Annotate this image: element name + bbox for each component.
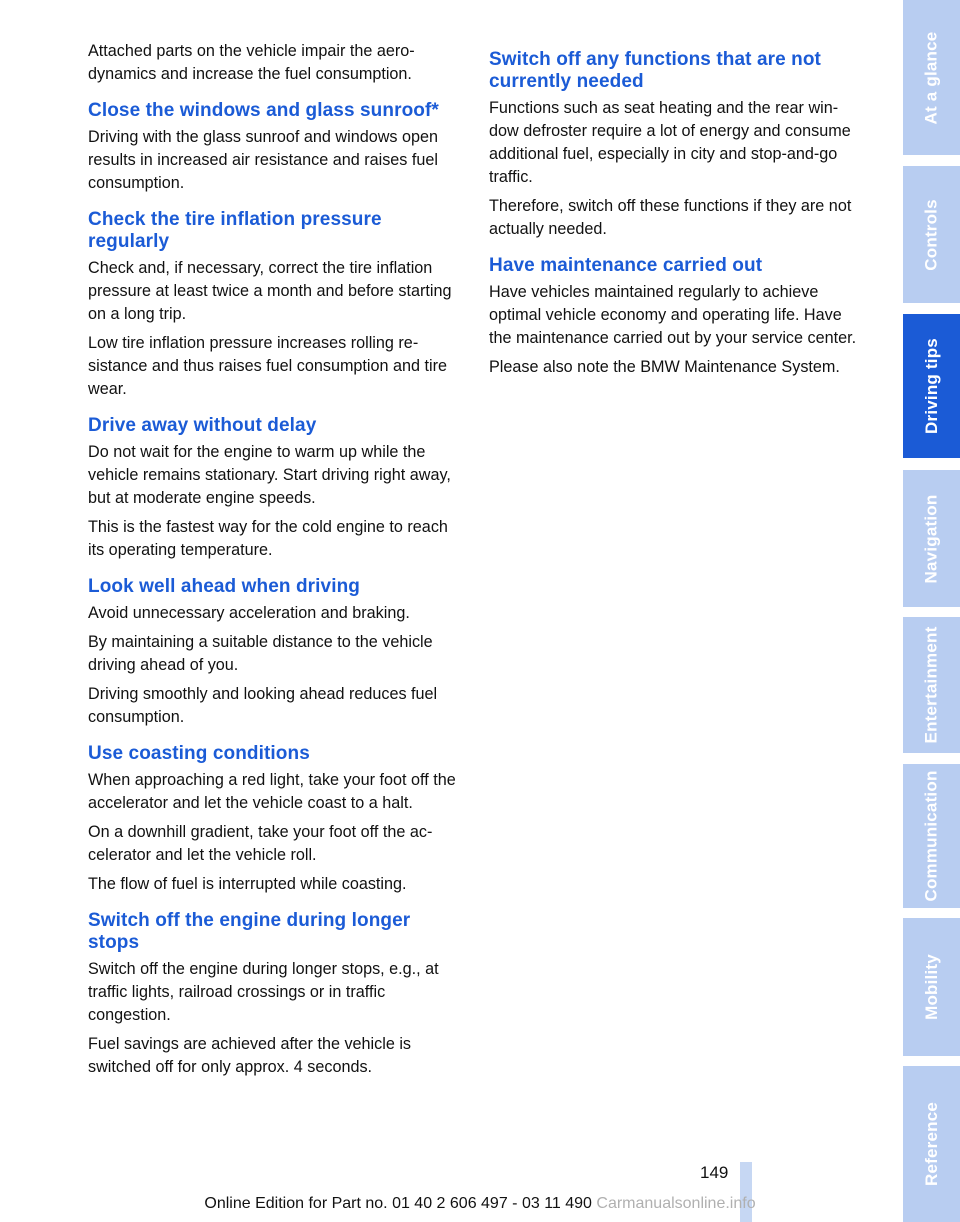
paragraph: Switch off the engine during longer stops, e.g., at traffic lights, railroad crossings or in traffic congestion. [88,960,439,1024]
footer-watermark: Carmanualsonline.info [596,1195,756,1212]
tab-label: Mobility [921,954,941,1020]
paragraph: Please also note the BMW Maintenance System. [489,358,840,376]
tab-label: Controls [921,198,941,271]
section-heading-maintenance: Have maintenance carried out [489,255,763,276]
paragraph: Have vehicles maintained regularly to achieve optimal vehicle economy and operating life. Have the maintenance carried out by your service center. [489,283,857,347]
left-column [88,40,464,1085]
footer [0,1195,960,1213]
tab-label: At a glance [921,31,941,124]
right-column [489,40,861,385]
section-heading-functions: Switch off any functions that are not currently needed [489,49,821,92]
paragraph: When approaching a red light, take your foot off the accelerator and let the vehicle coast to a halt. [88,771,456,812]
page-number-strip [740,1162,752,1222]
tab-label: Driving tips [921,338,941,434]
tab-navigation[interactable] [903,470,960,607]
page-number: 149 [700,1163,729,1182]
footer-text: Online Edition for Part no. 01 40 2 606 497 - 03 11 490 [204,1195,592,1212]
tab-communication[interactable] [903,764,960,908]
section-heading-tire-pressure: Check the tire inflation pressure regularly [88,209,382,252]
chapter-tabs [903,0,960,1222]
tab-label: Communication [921,770,941,902]
paragraph: Avoid unnecessary acceleration and braking. [88,604,410,622]
tab-label: Reference [921,1101,941,1187]
section-heading-windows: Close the windows and glass sunroof* [88,100,439,121]
tab-at-a-glance[interactable] [903,0,960,155]
paragraph: Low tire inflation pressure increases rolling resistance and thus raises fuel consumption and tire wear. [88,334,448,398]
paragraph: On a downhill gradient, take your foot off the accelerator and let the vehicle roll. [88,823,433,864]
paragraph: By maintaining a suitable distance to the vehicle driving ahead of you. [88,633,433,674]
paragraph: This is the fastest way for the cold engine to reach its operating temperature. [88,518,448,559]
paragraph: Therefore, switch off these functions if they are not actually needed. [489,197,852,238]
tab-controls[interactable] [903,166,960,303]
paragraph: Driving with the glass sunroof and windows open results in increased air resistance and raises fuel consumption. [88,128,439,192]
paragraph: Check and, if necessary, correct the tire inflation pressure at least twice a month and before starting on a long trip. [88,259,452,323]
section-heading-engine-off: Switch off the engine during longer stops [88,910,411,953]
paragraph: The flow of fuel is interrupted while coasting. [88,875,407,893]
tab-label: Navigation [921,494,941,583]
tab-entertainment[interactable] [903,617,960,753]
section-heading-look-ahead: Look well ahead when driving [88,576,361,597]
section-heading-coasting: Use coasting conditions [88,743,310,764]
paragraph: Functions such as seat heating and the rear window defroster require a lot of energy and consume additional fuel, especially in city and stop-and-go traffic. [489,99,851,186]
paragraph: Fuel savings are achieved after the vehicle is switched off for only approx. 4 seconds. [88,1035,412,1076]
tab-mobility[interactable] [903,918,960,1056]
section-heading-drive-away: Drive away without delay [88,415,317,436]
intro-paragraph: Attached parts on the vehicle impair the aerodynamics and increase the fuel consumption. [88,42,415,83]
paragraph: Do not wait for the engine to warm up while the vehicle remains stationary. Start driving right away, but at moderate engine speeds. [88,443,451,507]
tab-driving-tips[interactable] [903,314,960,458]
tab-label: Entertainment [921,626,941,744]
paragraph: Driving smoothly and looking ahead reduces fuel consumption. [88,685,438,726]
